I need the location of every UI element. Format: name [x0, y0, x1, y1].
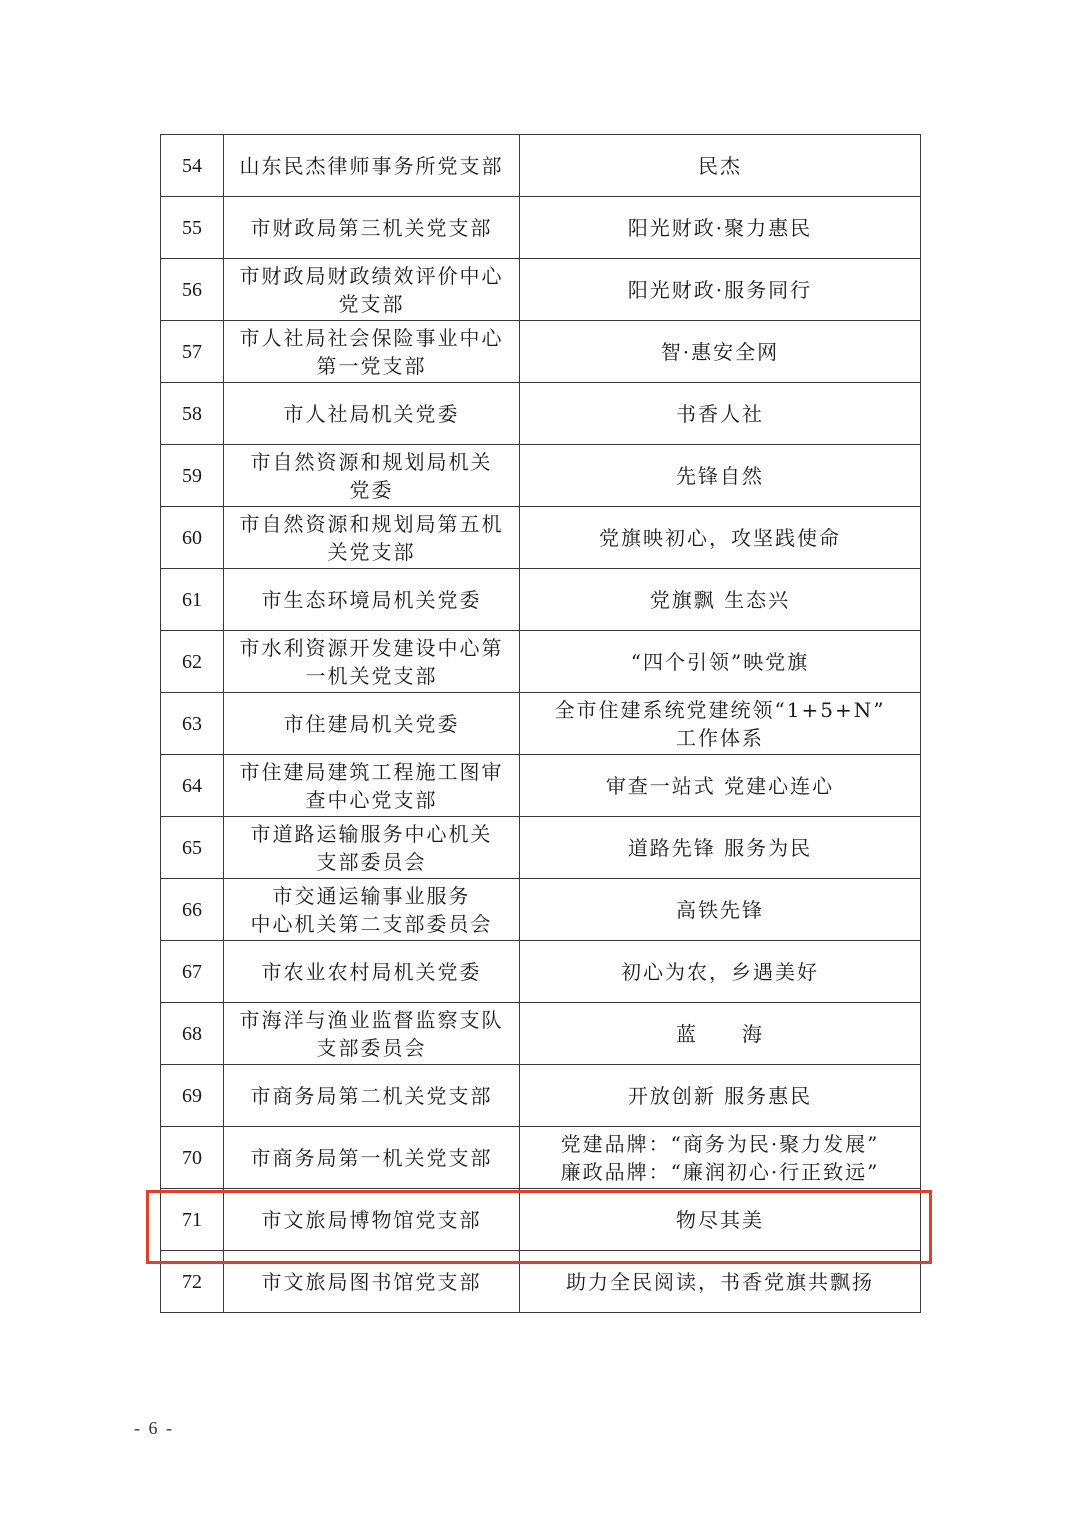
row-number: 66	[161, 879, 224, 941]
brand-name-line: 物尽其美	[676, 1207, 764, 1232]
table-row	[161, 1065, 921, 1127]
organization-name-line: 党委	[349, 477, 394, 502]
row-number: 61	[161, 569, 224, 631]
row-number: 69	[161, 1065, 224, 1127]
organization-name	[224, 383, 520, 445]
brand-name-line: 党建品牌：“商务为民·聚力发展”	[560, 1131, 880, 1156]
brand-name-line: 党旗飘 生态兴	[649, 587, 791, 612]
organization-name	[224, 507, 520, 569]
organization-name	[224, 1251, 520, 1313]
row-number: 70	[161, 1127, 224, 1189]
table-row	[161, 383, 921, 445]
organization-name	[224, 259, 520, 321]
row-number: 71	[161, 1189, 224, 1251]
row-number: 54	[161, 135, 224, 197]
brand-name	[520, 259, 921, 321]
table-row	[161, 1003, 921, 1065]
organization-name	[224, 879, 520, 941]
page-number: - 6 -	[134, 1418, 174, 1438]
brand-name-line: 工作体系	[676, 725, 764, 750]
brand-name	[520, 631, 921, 693]
organization-name	[224, 197, 520, 259]
table-row	[161, 1127, 921, 1189]
brand-name-line: 高铁先锋	[676, 897, 764, 922]
organization-name	[224, 1003, 520, 1065]
brand-name	[520, 1251, 921, 1313]
brand-name	[520, 1127, 921, 1189]
brand-name-line: 全市住建系统党建统领“1+5+N”	[554, 697, 886, 722]
row-number: 58	[161, 383, 224, 445]
row-number: 68	[161, 1003, 224, 1065]
brand-name-line: 民杰	[698, 153, 742, 178]
brand-name	[520, 383, 921, 445]
brand-name	[520, 941, 921, 1003]
brand-name	[520, 321, 921, 383]
organization-name-line: 市文旅局博物馆党支部	[261, 1207, 482, 1232]
organization-name-line: 市自然资源和规划局第五机	[239, 511, 504, 536]
brand-name	[520, 507, 921, 569]
organization-name	[224, 941, 520, 1003]
organization-name-line: 市商务局第一机关党支部	[250, 1145, 493, 1170]
brand-name-line: 助力全民阅读，书香党旗共飘扬	[566, 1269, 874, 1294]
row-number: 55	[161, 197, 224, 259]
organization-name-line: 市文旅局图书馆党支部	[261, 1269, 482, 1294]
brand-name-line: 先锋自然	[676, 463, 764, 488]
row-number: 65	[161, 817, 224, 879]
organization-name-line: 市道路运输服务中心机关	[250, 821, 493, 846]
organization-name	[224, 1189, 520, 1251]
brand-name-line: 廉政品牌：“廉润初心·行正致远”	[560, 1159, 880, 1184]
brand-name-line: 初心为农，乡遇美好	[621, 959, 819, 984]
row-number: 67	[161, 941, 224, 1003]
brand-name	[520, 445, 921, 507]
brand-name	[520, 569, 921, 631]
organization-name-line: 查中心党支部	[305, 787, 438, 812]
brand-name-line: 道路先锋 服务为民	[627, 835, 813, 860]
table-row	[161, 1251, 921, 1313]
organization-name-line: 市生态环境局机关党委	[261, 587, 482, 612]
organization-name-line: 第一党支部	[316, 353, 427, 378]
brand-name	[520, 1065, 921, 1127]
organization-name-line: 市住建局机关党委	[283, 711, 460, 736]
row-number: 64	[161, 755, 224, 817]
organization-name-line: 支部委员会	[316, 849, 427, 874]
organization-name-line: 中心机关第二支部委员会	[250, 911, 493, 936]
organization-name	[224, 445, 520, 507]
brand-name-line: 阳光财政·聚力惠民	[627, 215, 813, 240]
organization-name	[224, 1127, 520, 1189]
table-row	[161, 445, 921, 507]
table-row	[161, 569, 921, 631]
brand-name	[520, 135, 921, 197]
organization-name-line: 党支部	[338, 291, 405, 316]
brand-name-line: 智·惠安全网	[660, 339, 780, 364]
organization-name-line: 市财政局第三机关党支部	[250, 215, 493, 240]
organization-name	[224, 631, 520, 693]
brand-name-line: 审查一站式 党建心连心	[605, 773, 835, 798]
organization-name-line: 市住建局建筑工程施工图审	[239, 759, 504, 784]
organization-name	[224, 755, 520, 817]
organization-name-line: 市财政局财政绩效评价中心	[239, 263, 504, 288]
row-number: 59	[161, 445, 224, 507]
organization-name-line: 市交通运输事业服务	[272, 883, 471, 908]
table-row	[161, 693, 921, 755]
organization-name-line: 支部委员会	[316, 1035, 427, 1060]
brand-name-line: 阳光财政·服务同行	[627, 277, 813, 302]
row-number: 63	[161, 693, 224, 755]
brand-name-line: 开放创新 服务惠民	[627, 1083, 813, 1108]
organization-name	[224, 693, 520, 755]
table-row	[161, 879, 921, 941]
table-row	[161, 1189, 921, 1251]
table-body	[161, 135, 921, 1313]
brand-name-line: 书香人社	[676, 401, 764, 426]
brand-name-line: 党旗映初心，攻坚践使命	[599, 525, 841, 550]
table-row	[161, 321, 921, 383]
table-row	[161, 631, 921, 693]
table-row	[161, 817, 921, 879]
organization-name	[224, 135, 520, 197]
brand-name	[520, 817, 921, 879]
brand-name	[520, 197, 921, 259]
organization-name-line: 市人社局社会保险事业中心	[239, 325, 504, 350]
table-row	[161, 135, 921, 197]
table-row	[161, 259, 921, 321]
organization-name-line: 市海洋与渔业监督监察支队	[239, 1007, 504, 1032]
brand-name	[520, 693, 921, 755]
table-row	[161, 941, 921, 1003]
row-number: 62	[161, 631, 224, 693]
organization-name-line: 一机关党支部	[305, 663, 438, 688]
brand-list-table	[160, 134, 921, 1313]
brand-name	[520, 1003, 921, 1065]
organization-name-line: 市自然资源和规划局机关	[250, 449, 493, 474]
table-row	[161, 507, 921, 569]
row-number: 57	[161, 321, 224, 383]
organization-name-line: 市水利资源开发建设中心第	[239, 635, 504, 660]
brand-name	[520, 1189, 921, 1251]
organization-name	[224, 569, 520, 631]
organization-name-line: 市人社局机关党委	[283, 401, 460, 426]
brand-name	[520, 755, 921, 817]
organization-name-line: 关党支部	[327, 539, 416, 564]
table-row	[161, 197, 921, 259]
organization-name	[224, 1065, 520, 1127]
table-row	[161, 755, 921, 817]
row-number: 72	[161, 1251, 224, 1313]
organization-name-line: 市农业农村局机关党委	[261, 959, 482, 984]
organization-name-line: 市商务局第二机关党支部	[250, 1083, 493, 1108]
row-number: 60	[161, 507, 224, 569]
brand-name-line: 蓝 海	[676, 1021, 764, 1046]
brand-name	[520, 879, 921, 941]
brand-name-line: “四个引领”映党旗	[630, 649, 810, 674]
organization-name	[224, 321, 520, 383]
organization-name-line: 山东民杰律师事务所党支部	[239, 153, 504, 178]
organization-name	[224, 817, 520, 879]
row-number: 56	[161, 259, 224, 321]
